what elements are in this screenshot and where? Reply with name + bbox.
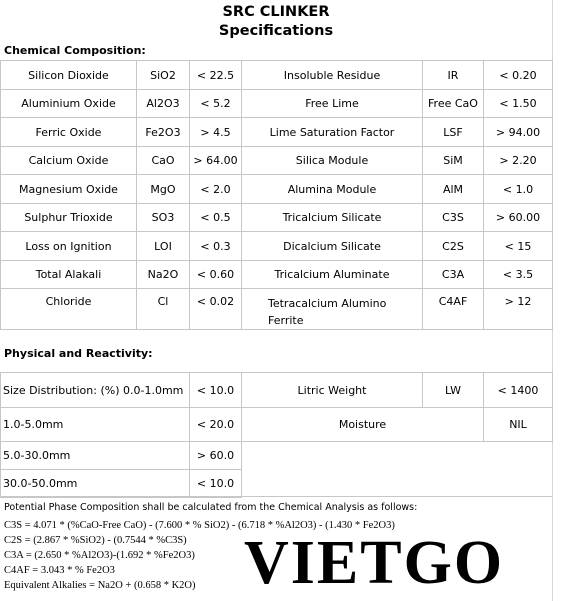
table-row — [1, 204, 553, 232]
component-symbol: Na2O — [137, 261, 190, 289]
component-name: Magnesium Oxide — [1, 175, 137, 204]
size-range-value: < 10.0 — [190, 470, 242, 498]
property-symbol: IR — [423, 61, 484, 90]
table-row — [1, 90, 553, 118]
property-value: < 1.50 — [484, 90, 553, 118]
property-symbol: C3S — [423, 204, 484, 232]
size-range-label: 30.0-50.0mm — [1, 470, 190, 498]
litric-weight-symbol: LW — [423, 373, 484, 408]
table-row — [1, 118, 553, 147]
component-value: < 0.02 — [190, 289, 242, 330]
property-name: Lime Saturation Factor — [242, 118, 423, 147]
formula-c3s: C3S = 4.071 * (%CaO-Free CaO) - (7.600 * % SiO2) - (6.718 * %Al2O3) - (1.430 * Fe2O3) — [4, 520, 395, 531]
component-value: < 0.60 — [190, 261, 242, 289]
component-symbol: LOI — [137, 232, 190, 261]
property-symbol: AlM — [423, 175, 484, 204]
property-symbol: C4AF — [423, 289, 484, 330]
component-symbol: SO3 — [137, 204, 190, 232]
litric-weight-label: Litric Weight — [242, 373, 423, 408]
property-symbol: C2S — [423, 232, 484, 261]
size-range-label: 1.0-5.0mm — [1, 408, 190, 442]
property-value: < 15 — [484, 232, 553, 261]
property-name: Free Lime — [242, 90, 423, 118]
property-symbol: SiM — [423, 147, 484, 175]
component-symbol: SiO2 — [137, 61, 190, 90]
chemical-table — [0, 60, 553, 330]
component-symbol: Cl — [137, 289, 190, 330]
empty-cell — [242, 470, 553, 498]
table-row — [1, 232, 553, 261]
formula-c3a: C3A = (2.650 * %Al2O3)-(1.692 * %Fe2O3) — [4, 550, 195, 561]
component-value: < 5.2 — [190, 90, 242, 118]
property-value: < 1.0 — [484, 175, 553, 204]
component-name: Aluminium Oxide — [1, 90, 137, 118]
component-value: > 4.5 — [190, 118, 242, 147]
table-row — [1, 373, 553, 408]
component-value: > 64.00 — [190, 147, 242, 175]
component-name: Silicon Dioxide — [1, 61, 137, 90]
component-symbol: MgO — [137, 175, 190, 204]
notes-intro: Potential Phase Composition shall be calculated from the Chemical Analysis as follows: — [4, 502, 418, 513]
component-symbol: Fe2O3 — [137, 118, 190, 147]
property-symbol: C3A — [423, 261, 484, 289]
page-subtitle: Specifications — [218, 23, 334, 39]
property-name: Tricalcium Silicate — [242, 204, 423, 232]
component-symbol: CaO — [137, 147, 190, 175]
physical-heading: Physical and Reactivity: — [4, 347, 153, 360]
size-distribution-value: < 10.0 — [190, 373, 242, 408]
table-row — [1, 147, 553, 175]
component-value: < 2.0 — [190, 175, 242, 204]
component-value: < 0.5 — [190, 204, 242, 232]
property-symbol: Free CaO — [423, 90, 484, 118]
component-value: < 0.3 — [190, 232, 242, 261]
property-value: > 94.00 — [484, 118, 553, 147]
empty-cell — [242, 442, 553, 470]
moisture-value: NIL — [484, 408, 553, 442]
component-name: Ferric Oxide — [1, 118, 137, 147]
property-name: Dicalcium Silicate — [242, 232, 423, 261]
property-name: Insoluble Residue — [242, 61, 423, 90]
divider — [0, 496, 552, 497]
size-range-value: > 60.0 — [190, 442, 242, 470]
vietgo-logo: VIETGO — [244, 529, 505, 597]
formula-c4af: C4AF = 3.043 * % Fe2O3 — [4, 565, 115, 576]
table-row — [1, 261, 553, 289]
page-title: SRC CLINKER — [222, 4, 330, 20]
component-name: Chloride — [1, 289, 137, 330]
table-row — [1, 470, 553, 498]
litric-weight-value: < 1400 — [484, 373, 553, 408]
component-symbol: Al2O3 — [137, 90, 190, 118]
table-row — [1, 61, 553, 90]
property-name: Silica Module — [242, 147, 423, 175]
component-name: Total Alakali — [1, 261, 137, 289]
physical-table — [0, 372, 553, 498]
component-value: < 22.5 — [190, 61, 242, 90]
property-name: Alumina Module — [242, 175, 423, 204]
size-range-value: < 20.0 — [190, 408, 242, 442]
component-name: Calcium Oxide — [1, 147, 137, 175]
property-value: < 3.5 — [484, 261, 553, 289]
formula-c2s: C2S = (2.867 * %SiO2) - (0.7544 * %C3S) — [4, 535, 187, 546]
property-value: > 60.00 — [484, 204, 553, 232]
formula-alkalies: Equivalent Alkalies = Na2O + (0.658 * K2O) — [4, 580, 196, 591]
component-name: Loss on Ignition — [1, 232, 137, 261]
property-value: > 12 — [484, 289, 553, 330]
property-symbol: LSF — [423, 118, 484, 147]
table-row — [1, 442, 553, 470]
size-range-label: 5.0-30.0mm — [1, 442, 190, 470]
property-value: < 0.20 — [484, 61, 553, 90]
table-row — [1, 408, 553, 442]
moisture-label: Moisture — [242, 408, 484, 442]
chemical-heading: Chemical Composition: — [4, 44, 146, 57]
table-row — [1, 289, 553, 330]
size-distribution-label: Size Distribution: (%) 0.0-1.0mm — [1, 373, 190, 408]
property-value: > 2.20 — [484, 147, 553, 175]
property-name: Tetracalcium Alumino Ferrite — [242, 289, 423, 330]
table-row — [1, 175, 553, 204]
property-name: Tricalcium Aluminate — [242, 261, 423, 289]
component-name: Sulphur Trioxide — [1, 204, 137, 232]
